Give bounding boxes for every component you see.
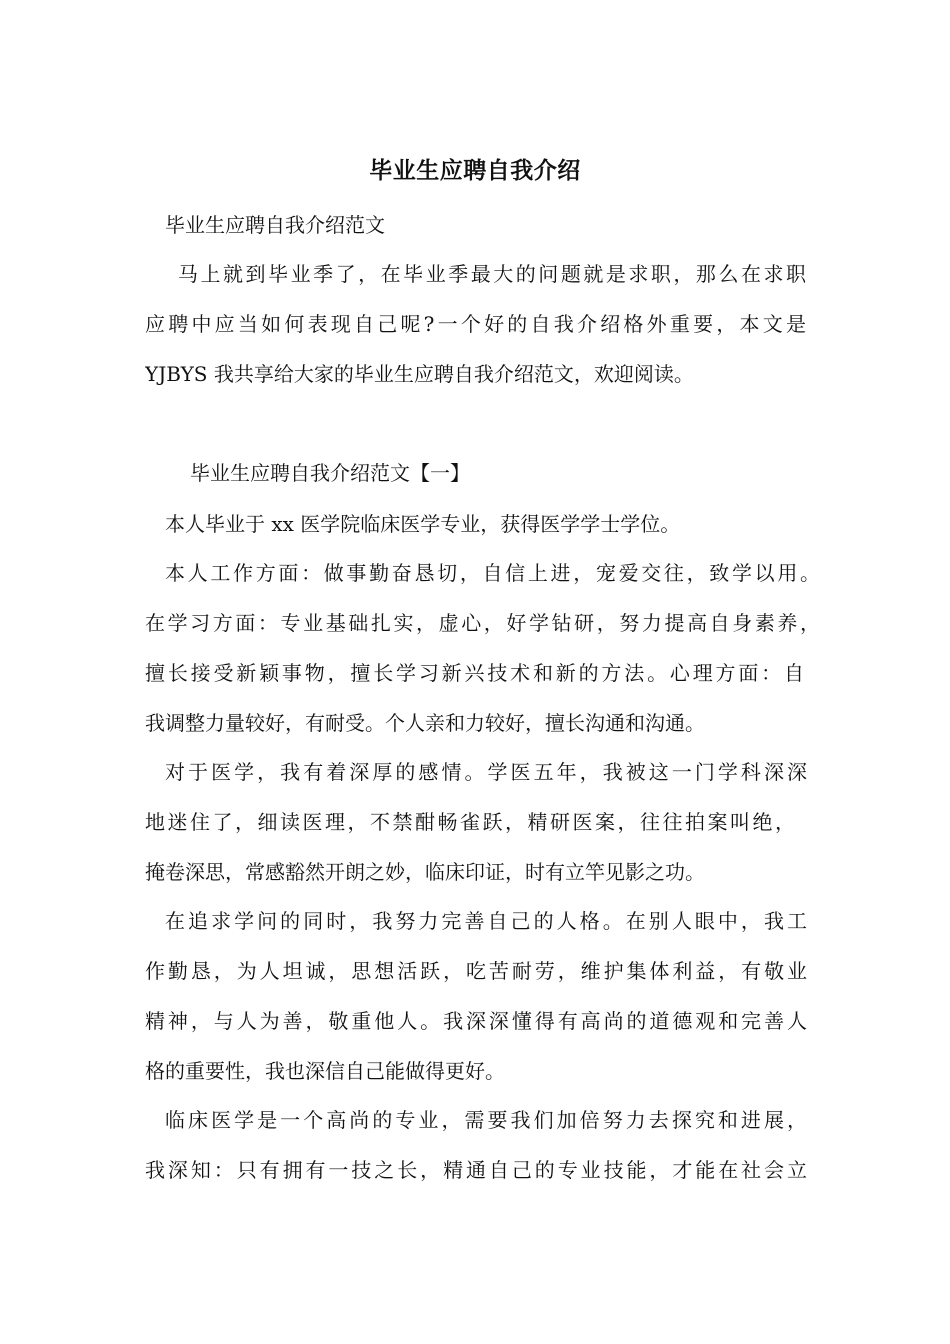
paragraph-line: YJBYS 我共享给大家的毕业生应聘自我介绍范文，欢迎阅读。 [145, 362, 694, 386]
paragraph-line: 精神，与人为善，敬重他人。我深深懂得有高尚的道德观和完善人 [145, 1009, 807, 1033]
paragraph-line: 马上就到毕业季了，在毕业季最大的问题就是求职，那么在求职 [178, 262, 806, 286]
paragraph-line: 作勤恳，为人坦诚，思想活跃，吃苦耐劳，维护集体利益，有敬业 [145, 959, 807, 983]
paragraph-line: 本人工作方面：做事勤奋恳切，自信上进，宠爱交往，致学以用。 [165, 561, 820, 585]
paragraph-line: 在追求学问的同时，我努力完善自己的人格。在别人眼中，我工 [165, 909, 807, 933]
paragraph-line: 临床医学是一个高尚的专业，需要我们加倍努力去探究和进展， [165, 1108, 807, 1132]
subtitle-line: 毕业生应聘自我介绍范文 [165, 213, 385, 237]
paragraph-line: 应聘中应当如何表现自己呢?一个好的自我介绍格外重要，本文是 [145, 312, 806, 336]
paragraph-line: 本人毕业于 xx 医学院临床医学专业，获得医学学士学位。 [165, 512, 681, 536]
paragraph-line: 对于医学，我有着深厚的感情。学医五年，我被这一门学科深深 [165, 760, 807, 784]
document-title: 毕业生应聘自我介绍 [369, 157, 581, 184]
paragraph-line: 我深知：只有拥有一技之长，精通自己的专业技能，才能在社会立 [145, 1158, 807, 1182]
paragraph-line: 格的重要性，我也深信自己能做得更好。 [145, 1059, 505, 1083]
paragraph-line: 我调整力量较好，有耐受。个人亲和力较好，擅长沟通和沟通。 [145, 711, 705, 735]
paragraph-line: 在学习方面：专业基础扎实，虚心，好学钻研，努力提高自身素养， [145, 611, 820, 635]
paragraph-line: 擅长接受新颖事物，擅长学习新兴技术和新的方法。心理方面：自 [145, 661, 804, 685]
paragraph-line: 地迷住了，细读医理，不禁酣畅雀跃，精研医案，往往拍案叫绝， [145, 810, 795, 834]
paragraph-line: 掩卷深思，常感豁然开朗之妙，临床印证，时有立竿见影之功。 [145, 860, 705, 884]
section-heading: 毕业生应聘自我介绍范文【一】 [190, 461, 470, 485]
